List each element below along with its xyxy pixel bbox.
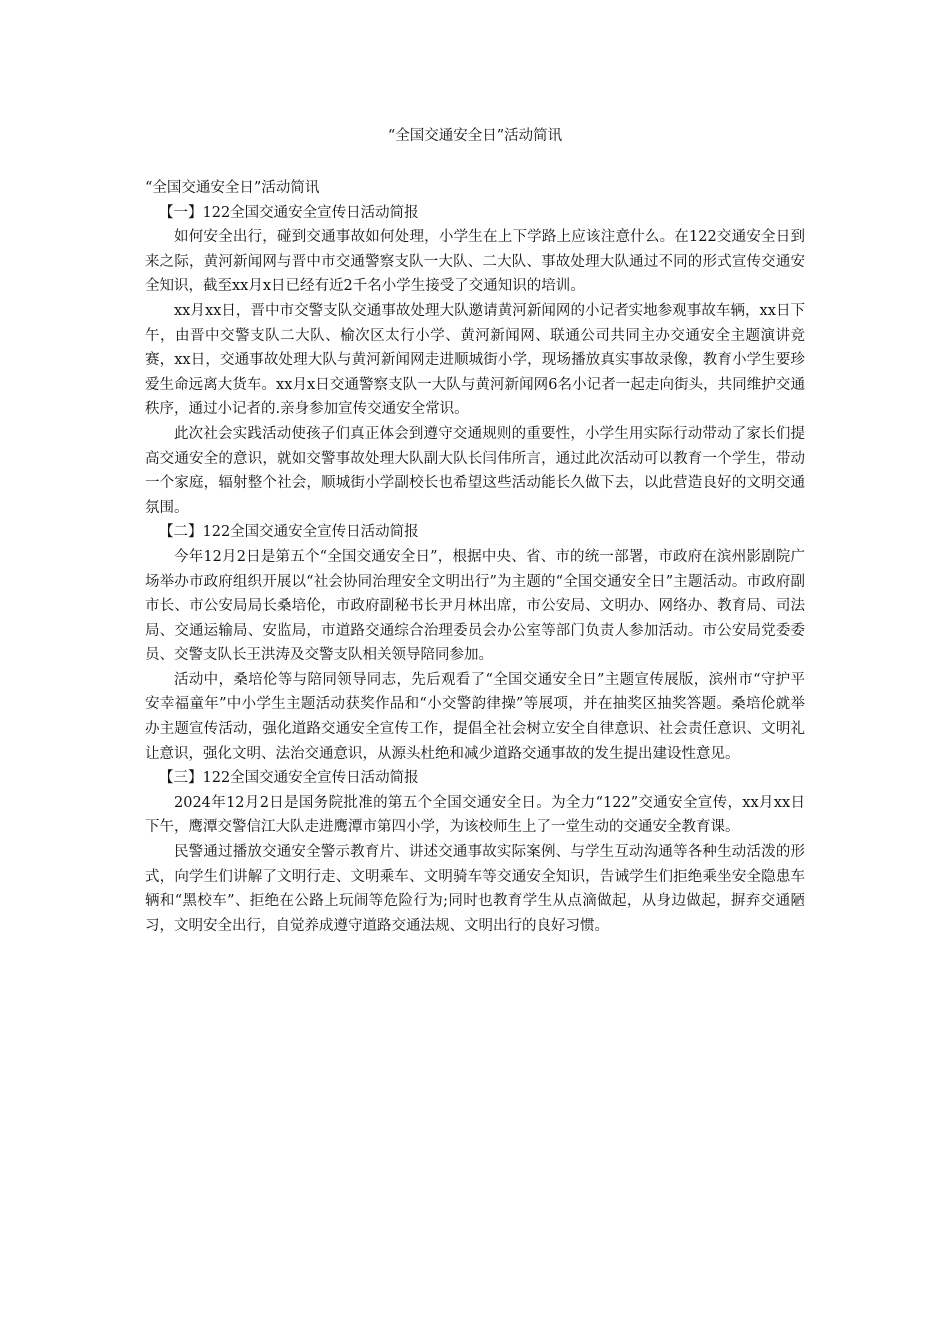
section-3-paragraph-1: 2024年12月2日是国务院批准的第五个全国交通安全日。为全力“122”交通安全宣传，xx月xx日下午，鹰潭交警信江大队走进鹰潭市第四小学，为该校师生上了一堂生动的交通安全教育课。 [145,794,805,836]
section-2-paragraph-2: 活动中，桑培伦等与陪同领导同志，先后观看了“全国交通安全日”主题宣传展版，滨州市“守护平安幸福童年”中小学生主题活动获奖作品和“小交警韵律操”等展项，并在抽奖区抽奖答题。桑培伦就举办主题宣传活动，强化道路交通安全宣传工作，提倡全社会树立安全自律意识、社会责任意识、文明礼让意识，强化文明、法治交通意识，从源头杜绝和减少道路交通事故的发生提出建设性意见。 [145,671,805,762]
section-3-paragraph-2: 民警通过播放交通安全警示教育片、讲述交通事故实际案例、与学生互动沟通等各种生动活泼的形式，向学生们讲解了文明行走、文明乘车、文明骑车等交通安全知识，告诫学生们拒绝乘坐安全隐患车辆和“黑校车”、拒绝在公路上玩闹等危险行为;同时也教育学生从点滴做起，从身边做起，摒弃交通陋习，文明安全出行，自觉养成遵守道路交通法规、文明出行的良好习惯。 [145,844,805,934]
document-title: “全国交通安全日”活动简讯 [387,128,563,144]
section-heading-2: 【二】122全国交通安全宣传日活动简报 [159,524,419,541]
document-subtitle: “全国交通安全日”活动简讯 [145,180,320,196]
section-1-paragraph-2: xx月xx日，晋中市交警支队交通事故处理大队邀请黄河新闻网的小记者实地参观事故车辆，xx日下午，由晋中交警支队二大队、榆次区太行小学、黄河新闻网、联通公司共同主办交通安全主题演讲竞赛，xx日，交通事故处理大队与黄河新闻网走进顺城街小学，现场播放真实事故录像，教育小学生要珍爱生命远离大货车。xx月x日交通警察支队一大队与黄河新闻网6名小记者一起走向街头，共同维护交通秩序，通过小记者的.亲身参加宣传交通安全常识。 [145,302,805,418]
section-1-paragraph-1: 如何安全出行，碰到交通事故如何处理，小学生在上下学路上应该注意什么。在122交通安全日到来之际，黄河新闻网与晋中市交通警察支队一大队、二大队、事故处理大队通过不同的形式宣传交通安全知识，截至xx月x日已经有近2千名小学生接受了交通知识的培训。 [145,229,805,295]
section-1-paragraph-3: 此次社会实践活动使孩子们真正体会到遵守交通规则的重要性，小学生用实际行动带动了家长们提高交通安全的意识，就如交警事故处理大队副大队长闫伟所言，通过此次活动可以教育一个学生，带动一个家庭，辐射整个社会，顺城街小学副校长也希望这些活动能长久做下去，以此营造良好的文明交通氛围。 [145,425,805,516]
section-heading-1: 【一】122全国交通安全宣传日活动简报 [159,204,419,221]
document-body [145,176,805,938]
section-heading-3: 【三】122全国交通安全宣传日活动简报 [159,770,419,787]
section-2-paragraph-1: 今年12月2日是第五个“全国交通安全日”，根据中央、省、市的统一部署，市政府在滨州影剧院广场举办市政府组织开展以“社会协同治理安全文明出行”为主题的“全国交通安全日”主题活动。市政府副市长、市公安局局长桑培伦，市政府副秘书长尹月林出席，市公安局、文明办、网络办、教育局、司法局、交通运输局、安监局，市道路交通综合治理委员会办公室等部门负责人参加活动。市公安局党委委员、交警支队长王洪涛及交警支队相关领导陪同参加。 [145,548,805,664]
